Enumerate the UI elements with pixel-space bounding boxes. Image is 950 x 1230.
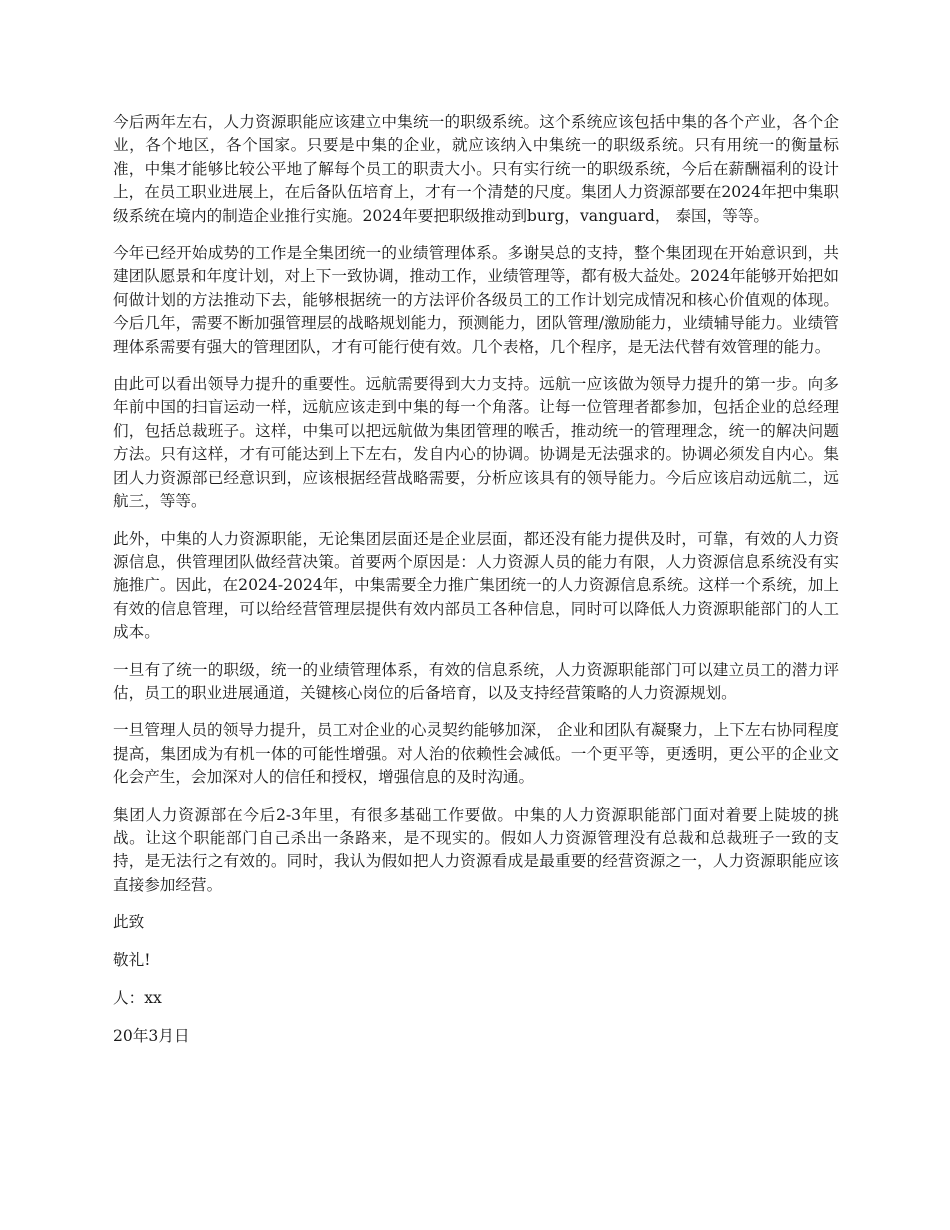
- letter-document: [113, 111, 839, 1063]
- paragraph-corporate-culture: 一旦管理人员的领导力提升，员工对企业的心灵契约能够加深， 企业和团队有凝聚力，上下左右协同程度提高，集团成为有机一体的可能性增强。对人治的依赖性会减低。一个更平等，更透明，更公平的企业文化会产生，会加深对人的信任和授权，增强信息的及时沟通。: [113, 721, 839, 787]
- paragraph-performance-management: 今年已经开始成势的工作是全集团统一的业绩管理体系。多谢吴总的支持，整个集团现在开始意识到，共建团队愿景和年度计划，对上下一致协调，推动工作，业绩管理等，都有极大益处。2024年能够开始把如何做计划的方法推动下去，能够根据统一的方法评价各级员工的工作计划完成情况和核心价值观的体现。今后几年，需要不断加强管理层的战略规划能力，预测能力，团队管理/激励能力，业绩辅导能力。业绩管理体系需要有强大的管理团队，才有可能行使有效。几个表格，几个程序，是无法代替有效管理的能力。: [113, 244, 839, 356]
- paragraph-hr-challenges: 集团人力资源部在今后2-3年里，有很多基础工作要做。中集的人力资源职能部门面对着要上陡坡的挑战。让这个职能部门自己杀出一条路来，是不现实的。假如人力资源管理没有总裁和总裁班子一致的支持，是无法行之有效的。同时，我认为假如把人力资源看成是最重要的经营资源之一，人力资源职能应该直接参加经营。: [113, 805, 839, 894]
- date-line: 20年3月日: [113, 1026, 190, 1045]
- closing-salutation: 此致: [113, 913, 145, 932]
- signer-line: 人：xx: [113, 989, 162, 1007]
- paragraph-talent-development: 一旦有了统一的职级，统一的业绩管理体系，有效的信息系统，人力资源职能部门可以建立员工的潜力评估，员工的职业进展通道，关键核心岗位的后备培育，以及支持经营策略的人力资源规划。: [113, 660, 839, 702]
- paragraph-leadership: 由此可以看出领导力提升的重要性。远航需要得到大力支持。远航一应该做为领导力提升的第一步。向多年前中国的扫盲运动一样，远航应该走到中集的每一个角落。让每一位管理者都参加，包括企业的总经理们，包括总裁班子。这样，中集可以把远航做为集团管理的喉舌，推动统一的管理理念，统一的解决问题方法。只有这样，才有可能达到上下左右，发自内心的协调。协调是无法强求的。协调必须发自内心。集团人力资源部已经意识到，应该根据经营战略需要，分析应该具有的领导能力。今后应该启动远航二，远航三，等等。: [113, 375, 839, 511]
- paragraph-hr-information-system: 此外，中集的人力资源职能，无论集团层面还是企业层面，都还没有能力提供及时，可靠，有效的人力资源信息，供管理团队做经营决策。首要两个原因是：人力资源人员的能力有限，人力资源信息系统没有实施推广。因此，在2024-2024年，中集需要全力推广集团统一的人力资源信息系统。这样一个系统，加上有效的信息管理，可以给经营管理层提供有效内部员工各种信息，同时可以降低人力资源职能部门的人工成本。: [113, 529, 839, 642]
- closing-regards: 敬礼!: [113, 951, 151, 970]
- paragraph-job-grade-system: 今后两年左右，人力资源职能应该建立中集统一的职级系统。这个系统应该包括中集的各个产业，各个企业，各个地区，各个国家。只要是中集的企业，就应该纳入中集统一的职级系统。只有用统一的衡量标准，中集才能够比较公平地了解每个员工的职责大小。只有实行统一的职级系统，今后在薪酬福利的设计上，在员工职业进展上，在后备队伍培育上，才有一个清楚的尺度。集团人力资源部要在2024年把中集职级系统在境内的制造企业推行实施。2024年要把职级推动到burg，vanguard， 泰国，等等。: [113, 113, 839, 225]
